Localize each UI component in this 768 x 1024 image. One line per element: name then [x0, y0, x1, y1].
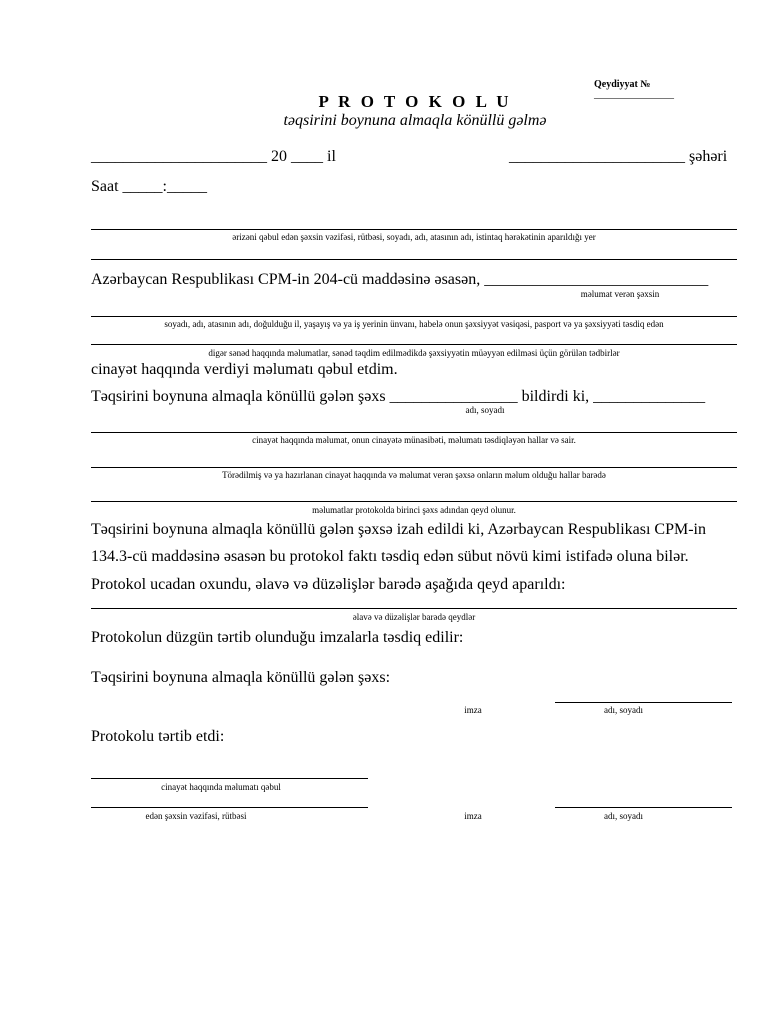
compiler-line-1 — [91, 778, 368, 779]
first-person-caption: məlumatlar protokolda birinci şəxs adından qeyd olunur. — [312, 505, 516, 515]
date-field: ______________________ 20 ____ il — [91, 148, 336, 165]
receiver-line — [91, 229, 737, 230]
compiled-by-label: Protokolu tərtib etdi: — [91, 728, 225, 745]
read-aloud-text: Protokol ucadan oxundu, əlavə və düzəlişlər barədə aşağıda qeyd aparıldı: — [91, 576, 566, 593]
compiler-line-2 — [91, 807, 368, 808]
explained-text-1: Təqsirini boynuna almaqla könüllü gələn şəxsə izah edildi ki, Azərbaycan Respublikası CPM-in — [91, 521, 706, 538]
personal-data-line — [91, 316, 737, 317]
crime-info-caption: cinayət haqqında məlumat, onun cinayətə münasibəti, məlumatı təsdiqləyən hallar və sair. — [252, 435, 576, 445]
receiver-line-2 — [91, 259, 737, 260]
city-field: ______________________ şəhəri — [509, 148, 728, 165]
confessor-name-line — [555, 702, 732, 703]
received-text: cinayət haqqında verdiyi məlumatı qəbul etdim. — [91, 361, 398, 378]
cpm-204-text: Azərbaycan Respublikası CPM-in 204-cü maddəsinə əsasən, ____________________________ — [91, 271, 709, 288]
additions-caption: əlavə və düzəlişlər barədə qeydlər — [352, 612, 476, 622]
compiler-name-line — [555, 807, 732, 808]
registration-label: Qeydiyyat № — [594, 79, 651, 90]
personal-data-caption: soyadı, adı, atasının adı, doğulduğu il, yaşayış və ya iş yerinin ünvanı, habelə onun şəxsiyyət vəsiqəsi, pasport və ya şəxsiyyəti təsdiq edən — [164, 319, 664, 329]
document-subtitle: təqsirini boynuna almaqla könüllü gəlmə — [283, 112, 547, 129]
compiler-caption-2: edən şəxsin vəzifəsi, rütbəsi — [145, 811, 247, 821]
crime-circumstances-line — [91, 467, 737, 468]
confessor-said-text: Təqsirini boynuna almaqla könüllü gələn şəxs ________________ bildirdi ki, ______________ — [91, 388, 706, 405]
other-docs-caption: digər sənəd haqqında məlumatlar, sənəd təqdim edilmədikdə şəxsiyyətin müəyyən edilməsi üçün görülən tədbirlər — [208, 348, 620, 358]
signature-name-caption: adı, soyadı — [604, 705, 643, 715]
crime-circumstances-caption: Törədilmiş və ya hazırlanan cinayət haqqında və məlumat verən şəxsə onların məlum olduğu hallar barədə — [222, 470, 606, 480]
additions-line — [91, 608, 737, 609]
document-title: P R O T O K O L U — [318, 92, 512, 111]
compiler-caption-1: cinayət haqqında məlumatı qəbul — [161, 782, 281, 792]
registration-blank: ________________ — [594, 89, 674, 100]
signature-caption-2: imza — [464, 811, 482, 821]
explained-text-2: 134.3-cü maddəsinə əsasən bu protokol faktı təsdiq edən sübut növü kimi istifadə oluna bilər. — [91, 548, 689, 565]
name-surname-caption: adı, soyadı — [465, 405, 505, 415]
confessor-label: Təqsirini boynuna almaqla könüllü gələn şəxs: — [91, 669, 391, 686]
other-docs-line — [91, 344, 737, 345]
time-field: Saat _____:_____ — [91, 178, 207, 195]
signature-caption: imza — [464, 705, 482, 715]
first-person-line — [91, 501, 737, 502]
receiver-caption: ərizəni qəbul edən şəxsin vəzifəsi, rütbəsi, soyadı, adı, atasının adı, istintaq hərəkətinin aparıldığı yer — [232, 232, 596, 242]
informant-caption: məlumat verən şəxsin — [580, 289, 660, 299]
crime-info-line — [91, 432, 737, 433]
confirmed-text: Protokolun düzgün tərtib olunduğu imzalarla təsdiq edilir: — [91, 629, 464, 646]
signature-name-caption-2: adı, soyadı — [604, 811, 643, 821]
